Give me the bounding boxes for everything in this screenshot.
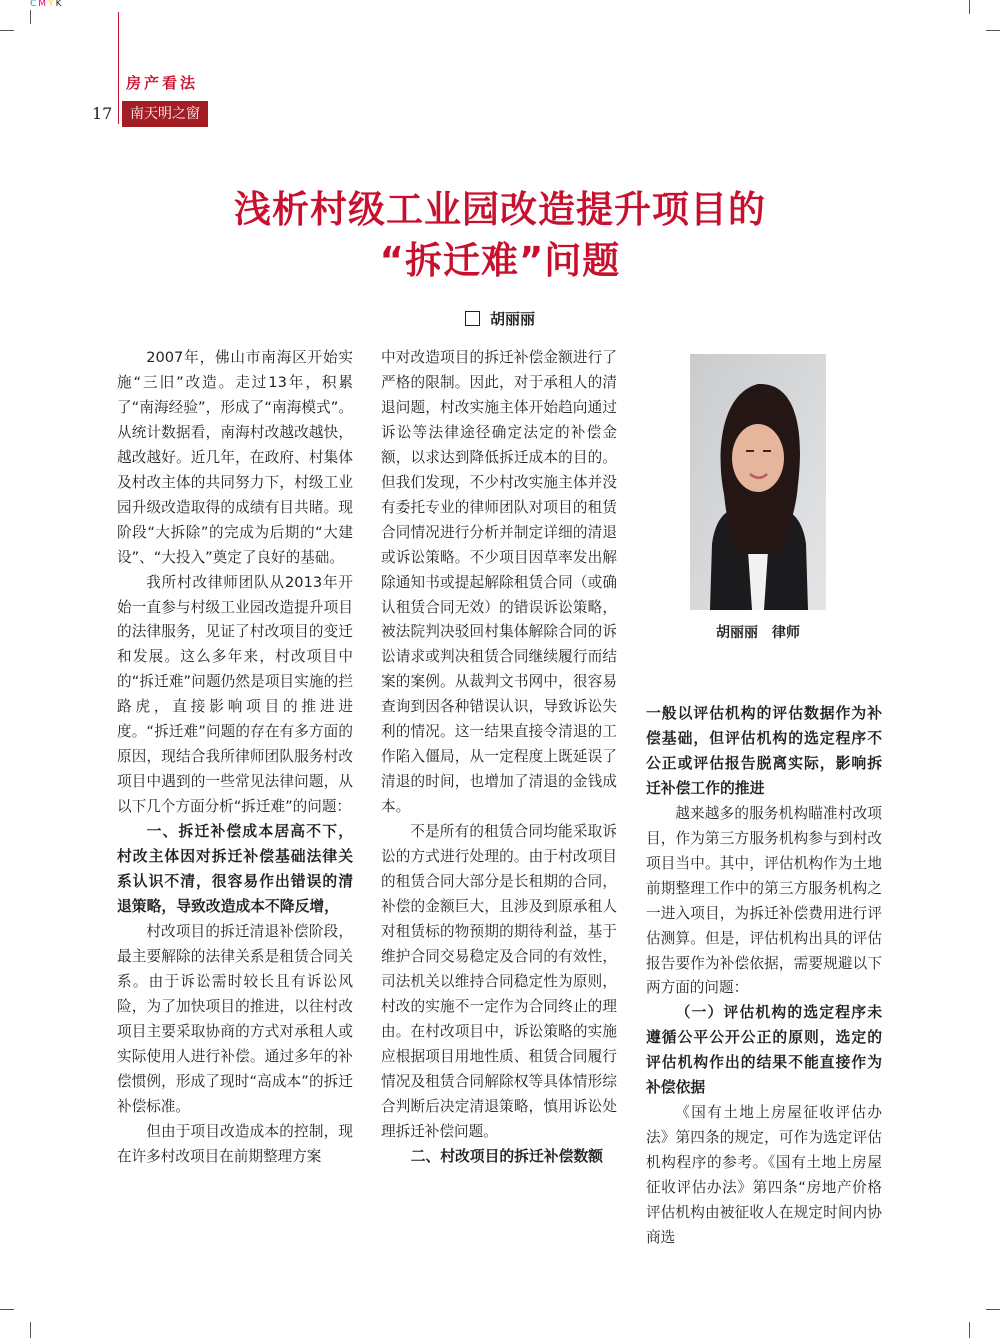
author-photo <box>690 354 826 610</box>
cmyk-m: M <box>38 0 49 9</box>
author-portrait-illustration <box>690 354 826 610</box>
photo-caption: 胡丽丽 律师 <box>716 625 800 641</box>
crop-mark-bottom-right-h <box>986 1309 1000 1310</box>
column-tag: 南天明之窗 <box>122 101 208 127</box>
section-heading: 二、村改项目的拆迁补偿数额 <box>410 1147 603 1165</box>
article-title-line2: “拆迁难”问题 <box>379 239 621 282</box>
crop-mark-bottom-right-v <box>969 1322 970 1338</box>
crop-mark-top-left-v <box>30 10 31 24</box>
article-title-line1: 浅析村级工业园改造提升项目的 <box>234 188 766 231</box>
paragraph: 越来越多的服务机构瞄准村改项目，作为第三方服务机构参与到村改项目当中。其中，评估机构作为土地前期整理工作中的第三方服务机构之一进入项目，为拆迁补偿费用进行评估测算。但是，评估机构出具的评估报告要作为补偿依据，需要规避以下两方面的问题： <box>646 804 882 997</box>
section-heading: 一、拆迁补偿成本居高不下，村改主体因对拆迁补偿基础法律关系认识不清，很容易作出错误的清退策略，导致改造成本不降反增， <box>117 823 353 915</box>
cmyk-registration-mark <box>30 0 63 9</box>
byline-box-icon <box>465 311 480 326</box>
crop-mark-top-left-h <box>0 30 14 31</box>
paragraph: 不是所有的租赁合同均能采取诉讼的方式进行处理的。由于村改项目的租赁合同大部分是长租期的合同，补偿的金额巨大，且涉及到原承租人对租赁标的物预期的期待利益，基于维护合同交易稳定及合同的有效性，司法机关以维持合同稳定性为原则，村改的实施不一定作为合同终止的理由。在村改项目中，诉讼策略的实施应根据项目用地性质、租赁合同履行情况及租赁合同解除权等具体情形综合判断后决定清退策略，慎用诉讼处理拆迁补偿问题。 <box>381 823 617 1140</box>
text-column-2 <box>381 346 617 1169</box>
paragraph: 我所村改律师团队从2013年开始一直参与村级工业园改造提升项目的法律服务，见证了村改项目的变迁和发展。这么多年来，村改项目中的“拆迁难”问题仍然是项目实施的拦路虎，直接影响项目的推进进度。“拆迁难”问题的存在有多方面的原因，现结合我所律师团队服务村改项目中遇到的一些常见法律问题，从以下几个方面分析“拆迁难”的问题： <box>117 573 353 816</box>
paragraph: 2007年，佛山市南海区开始实施“三旧”改造。走过13年，积累了“南海经验”，形成了“南海模式”。从统计数据看，南海村改越改越快，越改越好。近几年，在政府、村集体及村改主体的共同努力下，村级工业园升级改造取得的成绩有目共睹。现阶段“大拆除”的完成为后期的“大建设”、“大投入”奠定了良好的基础。 <box>117 349 353 566</box>
crop-mark-top-right-h <box>986 30 1000 31</box>
crop-mark-bottom-left-h <box>0 1309 14 1310</box>
header-rule <box>118 12 119 124</box>
paragraph: 村改项目的拆迁清退补偿阶段，最主要解除的法律关系是租赁合同关系。由于诉讼需时较长且有诉讼风险，为了加快项目的推进，以往村改项目主要采取协商的方式对承租人或实际使用人进行补偿。通过多年的补偿惯例，形成了现时“高成本”的拆迁补偿标准。 <box>117 922 353 1115</box>
cmyk-k: K <box>55 0 64 9</box>
text-column-1 <box>117 346 353 1169</box>
paragraph-continued: 中对改造项目的拆迁补偿金额进行了严格的限制。因此，对于承租人的清退问题，村改实施主体开始趋向通过诉讼等法律途径确定法定的补偿金额，以求达到降低拆迁成本的目的。但我们发现，不少村改实施主体并没有委托专业的律师团队对项目的租赁合同情况进行分析并制定详细的清退或诉讼策略。不少项目因草率发出解除通知书或提起解除租赁合同（或确认租赁合同无效）的错误诉讼策略，被法院判决驳回村集体解除合同的诉讼请求或判决租赁合同继续履行而结案的案例。从裁判文书网中，很容易查询到因各种错误认识，导致诉讼失利的情况。这一结果直接令清退的工作陷入僵局，从一定程度上既延误了清退的时间，也增加了清退的金钱成本。 <box>381 349 617 816</box>
text-column-3 <box>646 702 882 1251</box>
section-heading-continued: 一般以评估机构的评估数据作为补偿基础，但评估机构的选定程序不公正或评估报告脱离实际，影响拆迁补偿工作的推进 <box>646 705 882 797</box>
page-number: 17 <box>92 104 113 123</box>
author-name: 胡丽丽 <box>489 310 535 328</box>
paragraph: 《国有土地上房屋征收评估办法》第四条的规定，可作为选定评估机构程序的参考。《国有土地上房屋征收评估办法》第四条“房地产价格评估机构由被征收人在规定时间内协商选 <box>646 1104 882 1247</box>
cmyk-y: Y <box>48 0 56 9</box>
byline <box>0 308 1000 330</box>
crop-mark-top-right-v <box>969 0 970 14</box>
cmyk-c: C <box>30 0 39 9</box>
subsection-heading: （一）评估机构的选定程序未遵循公平公开公正的原则，选定的评估机构作出的结果不能直接作为补偿依据 <box>646 1004 882 1097</box>
crop-mark-bottom-left-v <box>30 1322 31 1338</box>
paragraph: 但由于项目改造成本的控制，现在许多村改项目在前期整理方案 <box>117 1122 353 1165</box>
section-label: 房产看法 <box>126 74 199 92</box>
